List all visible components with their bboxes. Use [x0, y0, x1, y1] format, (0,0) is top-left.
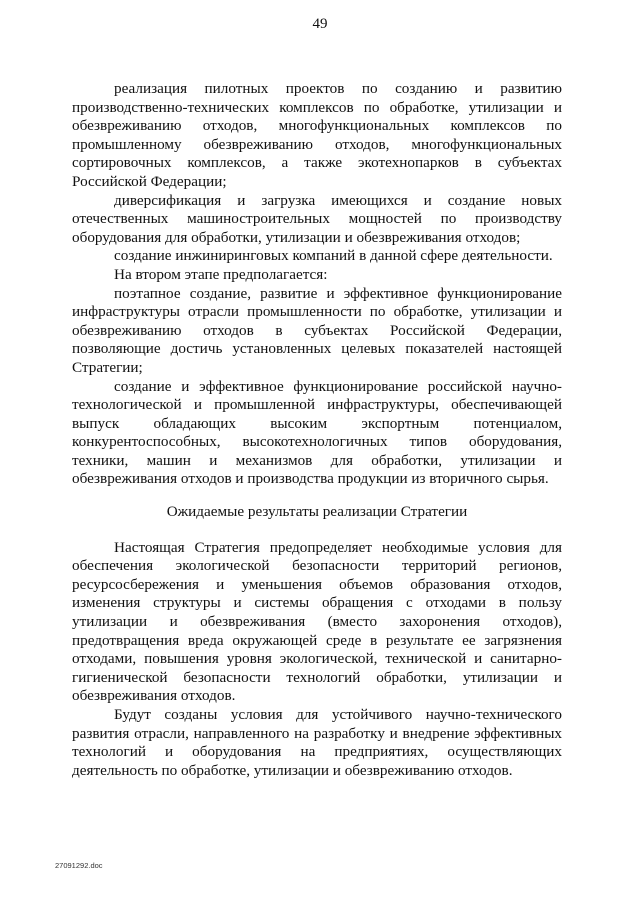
- paragraph: поэтапное создание, развитие и эффективное функционирование инфраструктуры отрасли промышленности по обработке, утилизации и обезвреживанию отходов в субъектах Российской Федерации, позволяющие достичь установленных целевых показателей настоящей Стратегии;: [72, 284, 562, 376]
- paragraph: На втором этапе предполагается:: [114, 265, 328, 283]
- paragraph: реализация пилотных проектов по созданию и развитию производственно-технических комплексов по обработке, утилизации и обезвреживанию отходов, многофункциональных комплексов по промышленному обезвреживанию отходов, многофункциональных сортировочных комплексов, а также экотехнопарков в субъектах Российской Федерации;: [72, 80, 562, 190]
- paragraph: создание и эффективное функционирование российской научно-технологической и промышленной инфраструктуры, обеспечивающей выпуск обладающих высоким экспортным потенциалом, конкурентоспособных, высокотехнологичных типов оборудования, техники, машин и механизмов для обработки, утилизации и обезвреживания отходов и производства продукции из вторичного сырья.: [72, 377, 562, 488]
- section-heading: Ожидаемые результаты реализации Стратегии: [166, 503, 468, 521]
- file-name-footer: 27091292.doc: [55, 861, 103, 870]
- goals-list: [72, 80, 562, 489]
- paragraph: Будут созданы условия для устойчивого научно-технического развития отрасли, направленного на разработку и внедрение эффективных технологий и оборудования на предприятиях, осуществляющих деятельность по обработке, утилизации и обезвреживанию отходов.: [72, 706, 562, 779]
- paragraph: диверсификация и загрузка имеющихся и создание новых отечественных машиностроительных мощностей по производству оборудования для обработки, утилизации и обезвреживания отходов;: [72, 191, 562, 246]
- paragraph: создание инжиниринговых компаний в данной сфере деятельности.: [114, 247, 553, 265]
- paragraph: Настоящая Стратегия предопределяет необходимые условия для обеспечения экологической безопасности территорий регионов, ресурсосбережения и уменьшения объемов образования отходов, изменения структуры и системы обращения с отходами в пользу утилизации и обезвреживания (вместо захоронения отходов), предотвращения вреда окружающей среде в результате ее загрязнения отходами, повышения уровня экологической, технической и санитарно-гигиенической безопасности технологий обработки, утилизации и обезвреживания отходов.: [72, 538, 562, 705]
- expected-results: [72, 539, 562, 781]
- page-number: 49: [312, 16, 328, 32]
- document-body: [72, 80, 562, 780]
